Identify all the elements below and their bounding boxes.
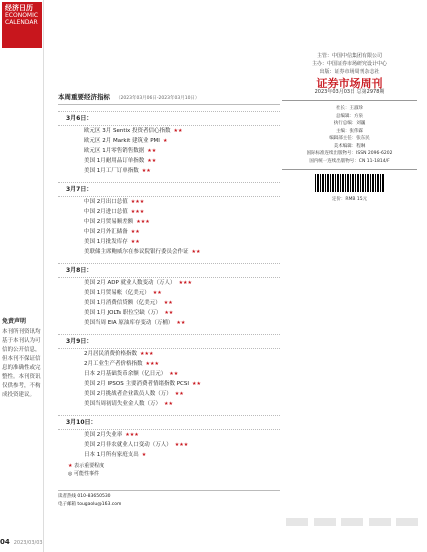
- importance-stars: ★★: [163, 300, 173, 306]
- indicator-name: 美国 2月挑战者企业裁员人数（万）: [84, 391, 172, 397]
- indicator-item: [58, 298, 280, 308]
- importance-stars: ★★★: [130, 199, 145, 205]
- importance-stars: ★★★: [125, 432, 139, 438]
- main-column: [58, 92, 280, 460]
- page-title: 本周重要经济指标: [58, 93, 110, 101]
- indicator-item: [58, 359, 280, 369]
- importance-stars: ★★: [192, 381, 201, 387]
- indicator-name: 欧元区 2月 Markit 建筑业 PMI: [84, 138, 160, 144]
- staff-line: 国际标准连续出版物号：ISSN 2096-6202: [306, 151, 393, 156]
- legend-star-text: 表示重要程度: [74, 463, 105, 469]
- indicator-item: [58, 288, 280, 298]
- importance-stars: ★: [162, 138, 168, 144]
- week-day-title: 3月6日：: [58, 111, 280, 126]
- week-day-title: 3月8日：: [58, 263, 280, 278]
- importance-stars: ★★: [173, 128, 183, 134]
- price: 定价：RMB 15元: [331, 197, 368, 202]
- indicator-item: [58, 308, 280, 318]
- sponsor: 主办：中国证券市场研究设计中心: [311, 61, 387, 67]
- indicator-item: [58, 318, 280, 328]
- indicator-name: 美国 2月 ADP 就业人数变动（万人）: [84, 280, 176, 286]
- indicator-name: 日本 2月基础货币余额（亿日元）: [84, 371, 167, 377]
- staff-list: [282, 105, 417, 165]
- importance-stars: ★★★: [174, 442, 189, 448]
- main-header: [58, 92, 280, 105]
- importance-stars: ★★: [141, 168, 151, 174]
- week-list: [58, 111, 280, 460]
- indicator-name: 欧元区 1月零售销售数据: [84, 148, 145, 154]
- indicator-item: [58, 136, 280, 146]
- importance-stars: ★★: [147, 158, 157, 164]
- importance-stars: ★★★: [140, 351, 154, 357]
- indicator-name: 中国 2月贸易顺差额: [84, 219, 134, 225]
- sponsor-logo: [396, 518, 418, 526]
- indicator-name: 美国当周初请失业金人数（万）: [84, 401, 162, 407]
- indicator-item: [58, 399, 280, 409]
- staff-line: 总编辑：方泉: [336, 113, 363, 119]
- importance-stars: ★★★: [136, 219, 150, 225]
- importance-stars: ★★★: [178, 280, 193, 286]
- importance-stars: ★★: [176, 320, 186, 326]
- importance-stars: ★: [141, 452, 147, 458]
- indicator-name: 美国 1月贸易帐（亿美元）: [84, 290, 150, 296]
- left-sidebar: [0, 0, 44, 552]
- brand-title: 证券市场周刊: [316, 77, 383, 90]
- page-footer: [0, 538, 43, 546]
- indicator-name: 美国 1月消费信贷额（亿美元）: [84, 300, 161, 306]
- indicator-name: 欧元区 3月 Sentix 投资者信心指数: [84, 128, 171, 134]
- staff-line: 国内统一连续出版物号：CN 11-1814/F: [309, 158, 390, 164]
- page-number: 04: [0, 538, 10, 546]
- indicator-name: 2月居民消费价格指数: [84, 351, 137, 357]
- importance-stars: ★★: [130, 229, 140, 235]
- indicator-item: [58, 450, 280, 460]
- importance-stars: ★★: [169, 371, 179, 377]
- indicator-item: [58, 166, 280, 176]
- importance-stars: ★★: [147, 148, 157, 154]
- importance-stars: ★★: [164, 401, 173, 407]
- issue-line: 2023年03月03日 总第2978期: [314, 89, 385, 95]
- indicator-name: 美国 1月耐用品订单指数: [84, 158, 145, 164]
- indicator-name: 美国 1月工厂订单指数: [84, 168, 139, 174]
- week-section: [58, 111, 280, 176]
- logo-en: ECONOMIC CALENDAR: [5, 12, 39, 26]
- staff-line: 美术编辑：程琳: [333, 143, 366, 149]
- indicator-item: [58, 247, 280, 257]
- indicator-item: [58, 369, 280, 379]
- date-range: （2023年03月06日-2023年03月10日）: [116, 96, 200, 101]
- week-section: [58, 334, 280, 409]
- economic-calendar-logo: [2, 2, 42, 48]
- staff-line: 主编：张伟霖: [336, 128, 363, 134]
- indicator-item: [58, 197, 280, 207]
- divider: [282, 100, 417, 101]
- legend-star-icon: ★: [68, 463, 73, 469]
- sponsor-logo: [369, 518, 391, 526]
- legend: [68, 462, 104, 478]
- contact-block: [58, 490, 280, 509]
- indicator-name: 美国当周 EIA 原油库存变动（万桶）: [84, 320, 174, 326]
- indicator-item: [58, 217, 280, 227]
- week-day-title: 3月9日：: [58, 334, 280, 349]
- indicator-name: 2月工业生产者价格指数: [84, 361, 143, 367]
- indicator-item: [58, 207, 280, 217]
- indicator-item: [58, 146, 280, 156]
- sponsor-logo: [314, 518, 336, 526]
- importance-stars: ★★: [174, 391, 184, 397]
- indicator-item: [58, 389, 280, 399]
- indicator-item: [58, 278, 280, 288]
- indicator-name: 美国 2月非农就业人口变动（万人）: [84, 442, 172, 448]
- logo-cn: 经济日历: [5, 4, 33, 12]
- publisher: 主管：中国中信集团有限公司: [316, 53, 382, 59]
- disclaimer-title: 免责声明: [2, 318, 27, 325]
- contact-email: 电子邮箱 tougaolu@163.com: [58, 502, 122, 507]
- week-day-title: 3月10日：: [58, 415, 280, 430]
- staff-line: 社长：王淑珍: [336, 106, 363, 111]
- week-section: [58, 182, 280, 257]
- contact-phone: 读者热线 010-83650530: [58, 494, 111, 499]
- importance-stars: ★★: [130, 239, 140, 245]
- divider: [282, 169, 417, 170]
- footer-date: 2023/03/03: [13, 540, 43, 546]
- editor-line: 出版：证券市场周刊杂志社: [319, 69, 380, 75]
- indicator-name: 中国 2月出口总值: [84, 199, 128, 205]
- staff-line: 执行总编：刘巍: [333, 121, 366, 126]
- indicator-item: [58, 237, 280, 247]
- indicator-name: 美国 2月 IPSOS 主要消费者情绪指数 PCSI: [84, 381, 190, 387]
- indicator-item: [58, 430, 280, 440]
- indicator-name: 美国 1月 JOLTs 职位空缺（万）: [84, 310, 162, 316]
- masthead-column: [282, 52, 417, 204]
- importance-stars: ★★: [152, 290, 162, 296]
- indicator-name: 中国 2月外汇储备: [84, 229, 128, 235]
- importance-stars: ★★★: [145, 361, 159, 367]
- week-section: [58, 263, 280, 328]
- staff-line: 编辑部主任：张东民: [329, 136, 370, 141]
- importance-stars: ★★★: [130, 209, 145, 215]
- indicator-name: 美国 2月失业率: [84, 432, 123, 438]
- legend-circle-icon: ◎: [68, 471, 73, 477]
- indicator-item: [58, 349, 280, 359]
- indicator-item: [58, 379, 280, 389]
- legend-circle-text: 可能性事件: [73, 471, 99, 477]
- indicator-item: [58, 440, 280, 450]
- sponsor-logo: [286, 518, 308, 526]
- disclaimer-text: 本刊所刊资讯均基于本刊认为可信的公开信息，但本刊不保证信息的准确性或完整性。本刊资讯仅供参考，不构成投资建议。: [2, 329, 41, 398]
- week-section: [58, 415, 280, 460]
- indicator-name: 日本 1月所有家庭支出: [84, 452, 139, 458]
- indicator-item: [58, 156, 280, 166]
- week-day-title: 3月7日：: [58, 182, 280, 197]
- importance-stars: ★★: [164, 310, 174, 316]
- importance-stars: ★★: [191, 249, 201, 255]
- indicator-item: [58, 227, 280, 237]
- indicator-name: 中国 2月进口总值: [84, 209, 128, 215]
- barcode-image: [315, 174, 385, 192]
- sponsor-logo: [341, 518, 363, 526]
- indicator-name: 美联储主席鲍威尔在参议院银行委员会作证: [84, 249, 189, 255]
- indicator-name: 美国 1月批发库存: [84, 239, 128, 245]
- indicator-item: [58, 126, 280, 136]
- sponsor-logos: [286, 518, 418, 530]
